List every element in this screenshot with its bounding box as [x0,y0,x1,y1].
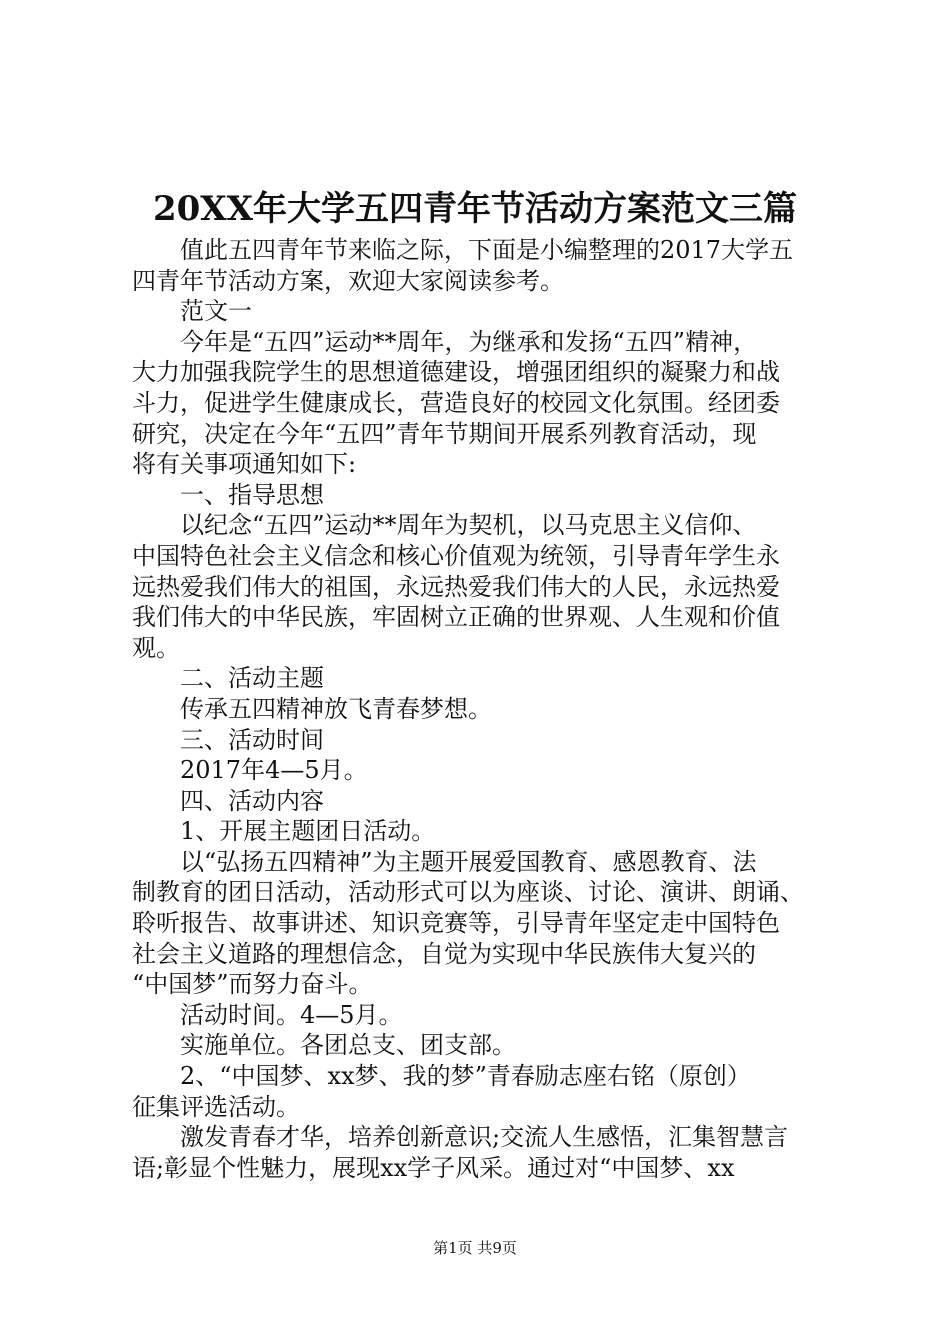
body-line: 2、“中国梦、xx梦、我的梦”青春励志座右铭（原创） [180,1062,751,1091]
body-line: 激发青春才华，培养创新意识;交流人生感悟，汇集智慧言 [180,1123,789,1152]
body-line: 斗力，促进学生健康成长，营造良好的校园文化氛围。经团委 [132,388,780,417]
document-body [132,235,832,1183]
page-footer: 第1页 共9页 [433,1239,517,1257]
body-line: 1、开展主题团日活动。 [180,817,436,846]
body-line: 传承五四精神放飞青春梦想。 [180,694,492,723]
body-line: 我们伟大的中华民族，牢固树立正确的世界观、人生观和价值 [132,603,780,632]
body-line: 将有关事项通知如下: [132,450,357,479]
body-line: 二、活动主题 [180,664,324,693]
body-line: 语;彰显个性魅力，展现xx学子风采。通过对“中国梦、xx [132,1153,735,1182]
body-line: 征集评选活动。 [132,1092,300,1121]
body-line: 大力加强我院学生的思想道德建设，增强团组织的凝聚力和战 [132,358,780,387]
body-line: 远热爱我们伟大的祖国，永远热爱我们伟大的人民，永远热爱 [132,572,780,601]
body-line: 制教育的团日活动，活动形式可以为座谈、讨论、演讲、朗诵、 [132,878,804,907]
body-line: 研究，决定在今年“五四”青年节期间开展系列教育活动，现 [132,419,757,448]
body-line: 观。 [132,633,180,662]
body-line: 社会主义道路的理想信念，自觉为实现中华民族伟大复兴的 [132,939,756,968]
body-line: 聆听报告、故事讲述、知识竞赛等，引导青年坚定走中国特色 [132,909,780,938]
body-line: 值此五四青年节来临之际，下面是小编整理的2017大学五 [180,236,794,264]
body-line: 三、活动时间 [180,725,324,754]
body-line: 一、指导思想 [180,480,324,509]
body-line: 四、活动内容 [180,786,324,815]
body-line: 2017年4—5月。 [180,756,368,785]
body-line: 以“弘扬五四精神”为主题开展爱国教育、感恩教育、法 [180,847,757,876]
body-line: 今年是“五四”运动**周年，为继承和发扬“五四”精神， [180,327,758,356]
body-line: 四青年节活动方案，欢迎大家阅读参考。 [132,266,564,295]
body-line: 范文一 [180,297,252,326]
body-line: 中国特色社会主义信念和核心价值观为统领，引导青年学生永 [132,541,780,570]
body-line: “中国梦”而努力奋斗。 [132,970,373,999]
body-line: 实施单位。各团总支、团支部。 [180,1031,516,1060]
body-line: 活动时间。4—5月。 [180,1000,403,1029]
document-title: 20XX年大学五四青年节活动方案范文三篇 [152,189,798,229]
body-line: 以纪念“五四”运动**周年为契机，以马克思主义信仰、 [180,511,757,540]
